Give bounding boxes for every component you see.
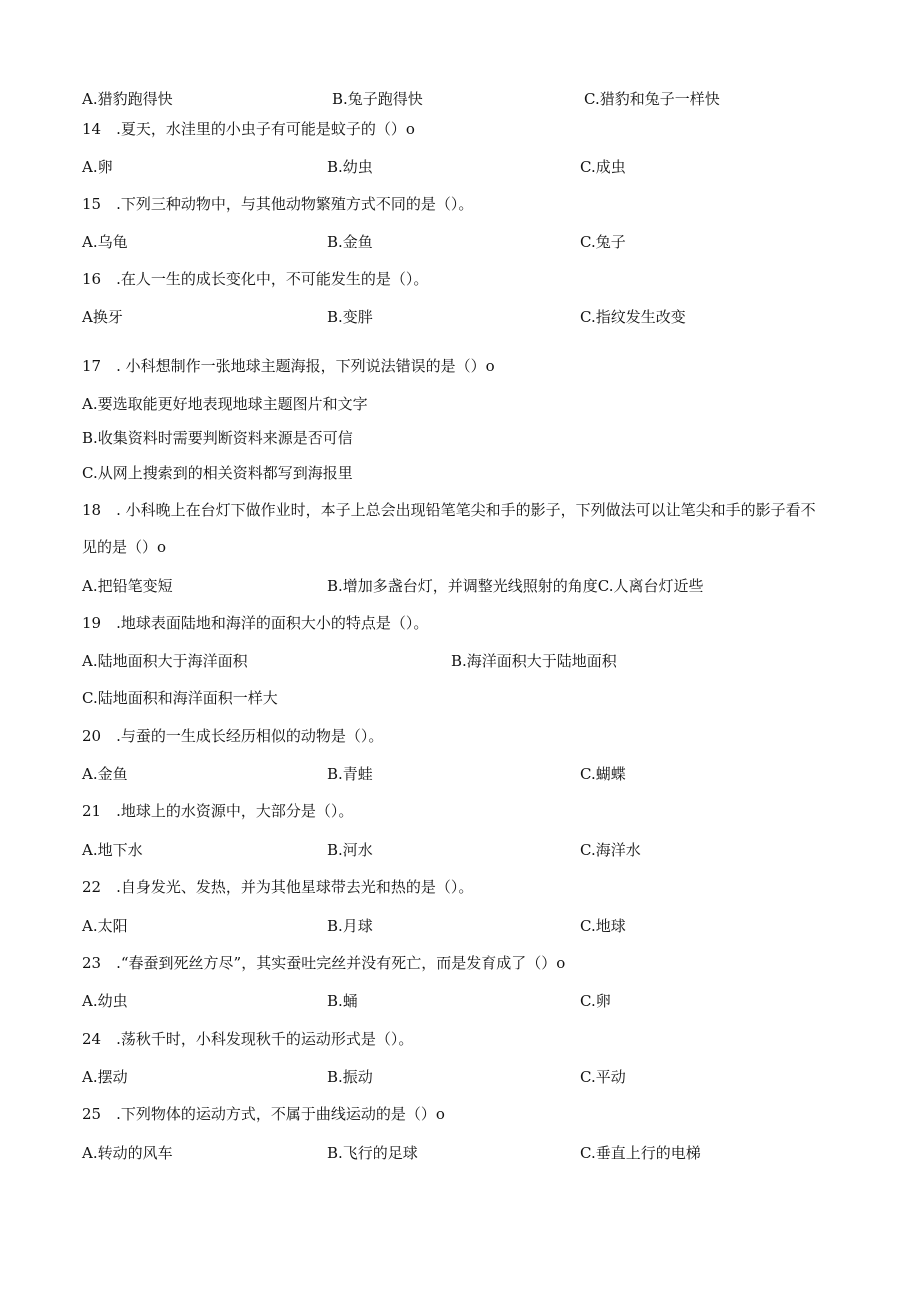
q18-option-a: A.把铅笔变短 <box>82 577 173 595</box>
q24-text: 24 .荡秋千时，小科发现秋千的运动形式是（）。 <box>82 1030 414 1048</box>
q24-option-c: C.平动 <box>580 1068 626 1086</box>
q14-option-a: A.卵 <box>82 158 113 176</box>
q17-option-a: A.要选取能更好地表现地球主题图片和文字 <box>82 395 368 413</box>
q14-text: 14 .夏天，水洼里的小虫子有可能是蚊子的（）o <box>82 120 415 138</box>
q21-option-a: A.地下水 <box>82 841 143 859</box>
q17-option-c: C.从网上搜索到的相关资料都写到海报里 <box>82 464 353 482</box>
q19-option-a: A.陆地面积大于海洋面积 <box>82 652 248 670</box>
q24-option-b: B.振动 <box>327 1068 373 1086</box>
q14-option-b: B.幼虫 <box>327 158 373 176</box>
q21-option-b: B.河水 <box>327 841 373 859</box>
q19-text: 19 .地球表面陆地和海洋的面积大小的特点是（）。 <box>82 614 429 632</box>
q18-text-continued: 见的是（）o <box>82 538 167 556</box>
q18-option-b-c: B.增加多盏台灯，并调整光线照射的角度C.人离台灯近些 <box>327 577 704 595</box>
q20-option-a: A.金鱼 <box>82 765 128 783</box>
q25-option-b: B.飞行的足球 <box>327 1144 418 1162</box>
q17-text: 17 . 小科想制作一张地球主题海报，下列说法错误的是（）o <box>82 357 495 375</box>
q15-option-b: B.金鱼 <box>327 233 373 251</box>
q13-option-a: A.猎豹跑得快 <box>82 90 173 108</box>
q15-option-c: C.兔子 <box>580 233 626 251</box>
q20-option-c: C.蝴蝶 <box>580 765 626 783</box>
q23-option-b: B.蛹 <box>327 992 358 1010</box>
q13-option-c: C.猎豹和兔子一样快 <box>584 90 720 108</box>
q19-option-b: B.海洋面积大于陆地面积 <box>451 652 617 670</box>
q18-text: 18 . 小科晚上在台灯下做作业时，本子上总会出现铅笔笔尖和手的影子，下列做法可以让笔尖和手的影子看不 <box>82 501 816 519</box>
q16-option-b: B.变胖 <box>327 308 373 326</box>
q22-option-b: B.月球 <box>327 917 373 935</box>
q16-text: 16 .在人一生的成长变化中，不可能发生的是（）。 <box>82 270 429 288</box>
q20-text: 20 .与蚕的一生成长经历相似的动物是（）。 <box>82 727 384 745</box>
q14-option-c: C.成虫 <box>580 158 626 176</box>
q20-option-b: B.青蛙 <box>327 765 373 783</box>
q23-option-c: C.卵 <box>580 992 611 1010</box>
q19-option-c: C.陆地面积和海洋面积一样大 <box>82 689 278 707</box>
q22-option-c: C.地球 <box>580 917 626 935</box>
q25-option-a: A.转动的风车 <box>82 1144 173 1162</box>
q15-text: 15 .下列三种动物中，与其他动物繁殖方式不同的是（）。 <box>82 195 474 213</box>
q17-option-b: B.收集资料时需要判断资料来源是否可信 <box>82 429 353 447</box>
q16-option-a: A换牙 <box>82 308 123 326</box>
q22-text: 22 .自身发光、发热，并为其他星球带去光和热的是（）。 <box>82 878 474 896</box>
q23-text: 23 .“春蚕到死丝方尽”，其实蚕吐完丝并没有死亡，而是发育成了（）o <box>82 954 566 972</box>
q23-option-a: A.幼虫 <box>82 992 128 1010</box>
q15-option-a: A.乌龟 <box>82 233 128 251</box>
q24-option-a: A.摆动 <box>82 1068 128 1086</box>
q25-option-c: C.垂直上行的电梯 <box>580 1144 701 1162</box>
q21-option-c: C.海洋水 <box>580 841 641 859</box>
q13-option-b: B.兔子跑得快 <box>332 90 423 108</box>
q16-option-c: C.指纹发生改变 <box>580 308 686 326</box>
q21-text: 21 .地球上的水资源中，大部分是（）。 <box>82 802 354 820</box>
q25-text: 25 .下列物体的运动方式，不属于曲线运动的是（）o <box>82 1105 445 1123</box>
q22-option-a: A.太阳 <box>82 917 128 935</box>
